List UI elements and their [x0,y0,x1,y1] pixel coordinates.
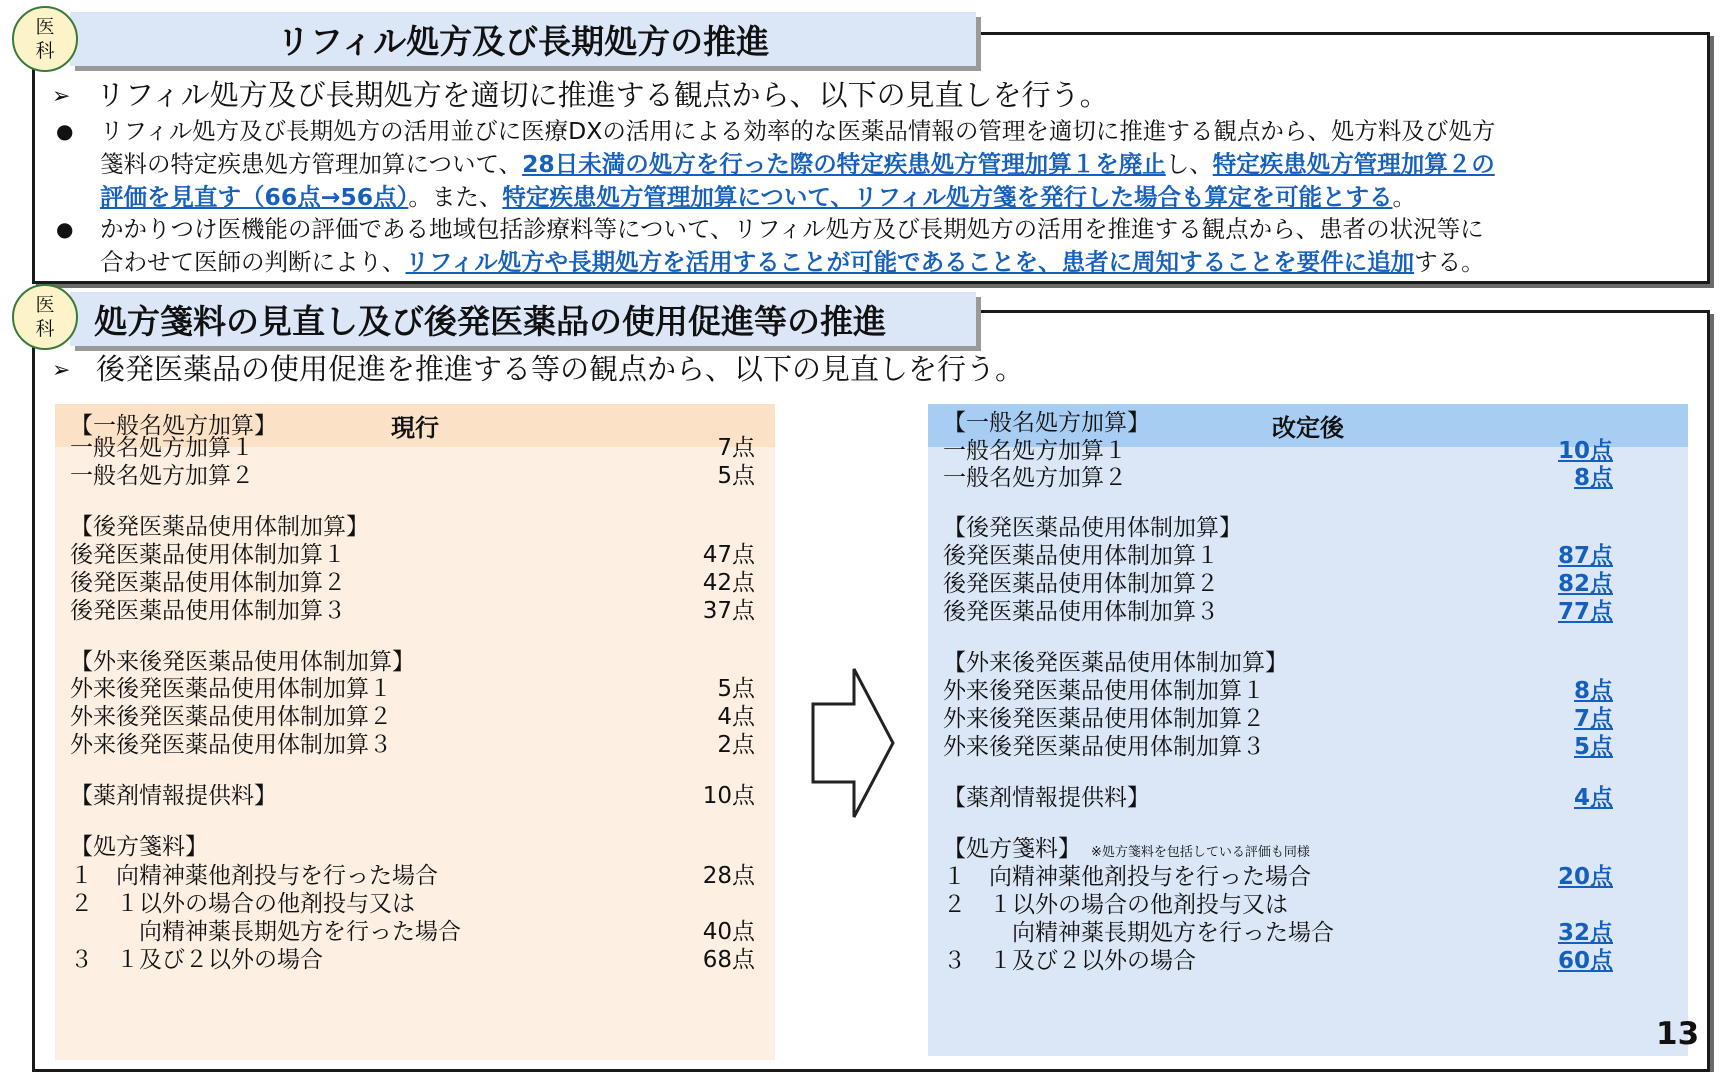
fee-value: 87点 [1557,543,1613,569]
fee-value: 10点 [702,783,755,809]
text-run: する。 [1414,248,1485,276]
fee-value: 47点 [702,542,755,568]
fee-row [943,677,1613,705]
fee-row [943,542,1613,570]
fee-value: 8点 [1573,465,1613,491]
section2-lead-text: 後発医薬品の使用促進を推進する等の観点から、以下の見直しを行う。 [96,352,1025,386]
current-panel [55,404,775,1060]
fee-value: 10点 [1557,438,1613,464]
fee-row [943,733,1613,761]
note-text: ※処方箋料を包括している評価も同様 [1091,845,1310,860]
fee-label: 外来後発医薬品使用体制加算１ [943,678,1265,704]
fee-value: 60点 [1557,948,1613,974]
section1-lead-text: リフィル処方及び長期処方を適切に推進する観点から、以下の見直しを行う。 [96,78,1109,112]
section2-lead [52,352,1024,388]
highlight-text: 28日未満の処方を行った際の特定疾患処方管理加算１を廃止 [522,150,1166,178]
fee-row [943,598,1613,626]
fee-label: 【処方箋料】 [943,836,1081,862]
fee-value: 5点 [717,463,755,489]
fee-row [943,514,1242,542]
fee-label: 外来後発医薬品使用体制加算３ [70,732,392,758]
fee-row [70,513,369,541]
fee-row [70,890,415,918]
fee-row [943,784,1613,812]
fee-row [70,434,755,462]
fee-value: 5点 [717,676,755,702]
text-run: 。また、 [408,183,503,211]
fee-row [70,648,415,676]
fee-label: 後発医薬品使用体制加算３ [70,598,346,624]
text-run: し、 [1165,150,1213,178]
fee-value: 68点 [702,947,755,973]
fee-label: 向精神薬長期処方を行った場合 [943,920,1334,946]
section1-badge [12,6,78,72]
fee-label: １ 向精神薬他剤投与を行った場合 [70,863,438,889]
badge-char-2: 科 [35,318,55,340]
fee-label: 後発医薬品使用体制加算３ [943,599,1219,625]
badge-char-1: 医 [35,16,55,38]
fee-row [70,862,755,890]
fee-value: 4点 [717,704,755,730]
fee-row [70,675,755,703]
section1-lead [52,78,1109,114]
section1-bullet1 [52,115,1702,214]
fee-label: 【薬剤情報提供料】 [70,783,277,809]
highlight-text: 特定疾患処方管理加算について、リフィル処方箋を発行した場合も算定を可能とする [502,183,1393,211]
bullet1-line2 [100,148,1702,181]
fee-value: 37点 [702,598,755,624]
fee-label: 一般名処方加算２ [70,463,254,489]
text-run: 合わせて医師の判断により、 [100,248,406,276]
fee-value: 32点 [1557,920,1613,946]
fee-value: 42点 [702,570,755,596]
fee-value: 28点 [702,863,755,889]
highlight-text: リフィル処方や長期処方を活用することが可能であることを、患者に周知することを要件に追加 [405,248,1415,276]
bullet2-line1: かかりつけ医機能の評価である地域包括診療料等について、リフィル処方及び長期処方の活用を推進する観点から、患者の状況等に [100,215,1484,243]
fee-label: 【薬剤情報提供料】 [943,785,1150,811]
fee-value: 4点 [1573,785,1613,811]
bullet-dot-icon: ● [56,119,74,143]
fee-row [943,863,1613,891]
fee-value: 82点 [1557,571,1613,597]
fee-row [943,570,1613,598]
fee-row [70,597,755,625]
fee-label: 後発医薬品使用体制加算１ [943,543,1219,569]
fee-label: ３ １及び２以外の場合 [943,948,1196,974]
fee-row [70,462,755,490]
text-run: 。 [1392,183,1417,211]
fee-row [943,835,1310,863]
page-number: 13 [1656,1016,1700,1052]
fee-value: 5点 [1573,734,1613,760]
fee-row [70,731,755,759]
right-arrow-icon [810,666,896,820]
fee-label: 一般名処方加算１ [943,438,1127,464]
section2-title: 処方箋料の見直し及び後発医薬品の使用促進等の推進 [70,292,976,346]
text-run: 箋料の特定疾患処方管理加算について、 [100,150,523,178]
fee-label: １ 向精神薬他剤投与を行った場合 [943,864,1311,890]
highlight-text: 評価を見直す（66点→56点） [100,183,409,211]
highlight-text: 特定疾患処方管理加算２の [1212,150,1495,178]
section1-title: リフィル処方及び長期処方の推進 [70,12,976,66]
bullet-dot-icon: ● [56,217,74,241]
fee-label: 【後発医薬品使用体制加算】 [943,515,1242,541]
fee-label: 外来後発医薬品使用体制加算１ [70,676,392,702]
revised-panel [928,404,1688,1056]
fee-value: 7点 [1573,706,1613,732]
fee-value: 8点 [1573,678,1613,704]
fee-label: 【外来後発医薬品使用体制加算】 [943,650,1288,676]
fee-label: ３ １及び２以外の場合 [70,947,323,973]
fee-value: 40点 [702,919,755,945]
badge-char-2: 科 [35,40,55,62]
fee-row [943,437,1613,465]
section1-bullet2 [52,213,1702,279]
fee-row [70,946,755,974]
fee-value: 2点 [717,732,755,758]
fee-value: 7点 [717,435,755,461]
arrow-bullet-icon: ➢ [52,358,71,383]
fee-row [943,919,1613,947]
fee-label: 後発医薬品使用体制加算２ [943,571,1219,597]
fee-row [70,541,755,569]
fee-value: 77点 [1557,599,1613,625]
fee-row [943,891,1288,919]
fee-label: ２ １以外の場合の他剤投与又は [943,892,1288,918]
bullet1-line3 [100,181,1702,214]
bullet2-line2 [100,246,1702,279]
revised-header: 改定後 [928,404,1688,447]
fee-label: 一般名処方加算２ [943,465,1127,491]
fee-label: 後発医薬品使用体制加算２ [70,570,346,596]
fee-label: 【後発医薬品使用体制加算】 [70,514,369,540]
fee-label: 外来後発医薬品使用体制加算２ [943,706,1265,732]
fee-label: 一般名処方加算１ [70,435,254,461]
current-header: 現行 [55,404,775,447]
fee-row [70,782,755,810]
section2-badge [12,284,78,350]
fee-label: ２ １以外の場合の他剤投与又は [70,891,415,917]
fee-row [943,705,1613,733]
fee-label: 後発医薬品使用体制加算１ [70,542,346,568]
fee-row [943,464,1613,492]
fee-label: 【処方箋料】 [70,834,208,860]
fee-label: 外来後発医薬品使用体制加算３ [943,734,1265,760]
fee-label: 【外来後発医薬品使用体制加算】 [70,649,415,675]
arrow-bullet-icon: ➢ [52,84,71,109]
fee-row [943,409,1150,437]
fee-row [70,918,755,946]
fee-row [70,833,208,861]
fee-label: 向精神薬長期処方を行った場合 [70,919,461,945]
fee-row [70,569,755,597]
fee-label: 【一般名処方加算】 [70,413,277,439]
fee-value: 20点 [1557,864,1613,890]
fee-row [70,703,755,731]
fee-row [943,947,1613,975]
fee-row [943,649,1288,677]
fee-label: 【一般名処方加算】 [943,410,1150,436]
badge-char-1: 医 [35,294,55,316]
fee-label: 外来後発医薬品使用体制加算２ [70,704,392,730]
bullet1-line1: リフィル処方及び長期処方の活用並びに医療DXの活用による効率的な医薬品情報の管理を適切に推進する観点から、処方料及び処方 [100,117,1496,145]
